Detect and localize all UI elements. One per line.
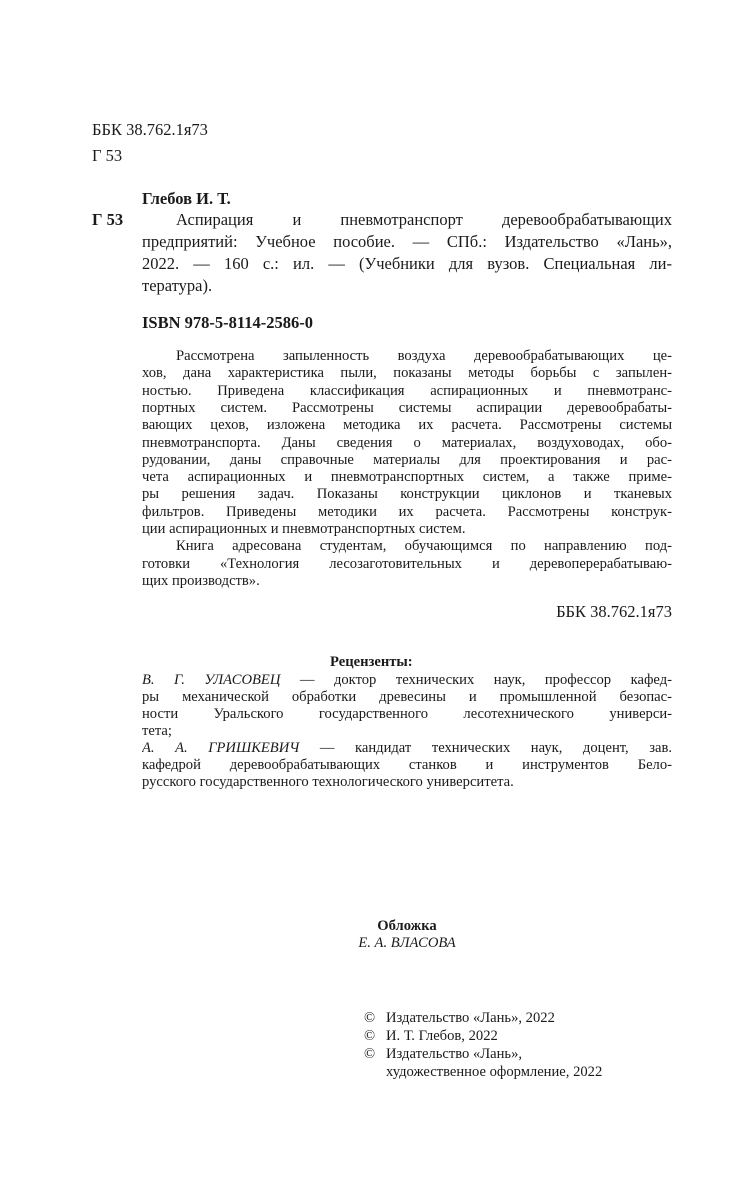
reviewer-1 [142,672,672,688]
abstract-line: щих производств». [142,572,260,589]
reviewer-2-line: кафедрой деревообрабатывающих станков и инструментов Бело- [142,757,672,773]
abstract-line: рудовании, даны справочные материалы для проектирования и рас- [142,451,672,468]
abstract-line: вающих цехов, изложена методика их расчета. Рассмотрены системы [142,417,672,434]
abstract-line: чета аспирационных и пневмотранспортных систем, а также приме- [142,469,672,486]
author-name: Глебов И. Т. [142,189,231,208]
copyright-icon: © [364,1046,376,1062]
reviewers-heading: Рецензенты: [330,654,413,670]
cover-artist: Е. А. ВЛАСОВА [358,935,456,951]
reviewer-1-name: В. Г. УЛАСОВЕЦ [142,672,281,688]
copyright-icon: © [364,1028,376,1044]
description-line: предприятий: Учебное пособие. — СПб.: Издательство «Лань», [142,232,672,251]
reviewer-1-line: ры механической обработки древесины и промышленной безопас- [142,689,672,705]
reviewer-1-line: тета; [142,723,172,739]
bbk-code: ББК 38.762.1я73 [92,120,208,139]
abstract-line: готовки «Технология лесозаготовительных и деревоперерабатываю- [142,555,672,572]
reviewer-2-text: — кандидат технических наук, доцент, зав. [299,740,672,756]
reviewer-1-line: ности Уральского государственного лесотехнического универси- [142,706,672,722]
bbk-bottom: ББК 38.762.1я73 [556,602,672,621]
copyright-line: Издательство «Лань», [386,1046,523,1062]
cover-heading: Обложка [377,918,437,934]
reviewer-2-name: А. А. ГРИШКЕВИЧ [142,740,300,756]
reviewer-2-line: русского государственного технологического университета. [142,774,514,790]
abstract-line: фильтров. Приведены методики их расчета. Рассмотрены конструк- [142,503,672,520]
abstract-line: пневмотранспорта. Даны сведения о материалах, воздуховодах, обо- [142,434,672,451]
description-line: тература). [142,276,213,295]
abstract-line: ции аспирационных и пневмотранспортных систем. [142,521,466,537]
abstract-line: портных систем. Рассмотрены системы аспирации деревообрабаты- [142,399,672,416]
abstract-line: ностью. Приведена классификация аспирационных и пневмотранс- [142,382,672,399]
description-line: Аспирация и пневмотранспорт деревообрабатывающих [176,210,672,229]
copyright-line: художественное оформление, 2022 [386,1064,603,1080]
copyright-icon: © [364,1010,376,1026]
copyright-line: И. Т. Глебов, 2022 [386,1028,498,1044]
record-mark: Г 53 [92,210,124,229]
isbn: ISBN 978-5-8114-2586-0 [142,313,313,332]
reviewer-1-text: — доктор технических наук, профессор кафед- [280,672,672,688]
description-line: 2022. — 160 с.: ил. — (Учебники для вузов. Специальная ли- [142,254,672,273]
abstract-line: ры решения задач. Показаны конструкции циклонов и тканевых [142,486,672,503]
abstract-line: Книга адресована студентам, обучающимся по направлению под- [176,538,672,555]
abstract-line: хов, дана характеристика пыли, показаны методы борьбы с запылен- [142,365,672,382]
author-mark: Г 53 [92,146,123,165]
copyright-line: Издательство «Лань», 2022 [386,1010,555,1026]
abstract-line: Рассмотрена запыленность воздуха деревообрабатывающих це- [176,348,672,364]
reviewer-2 [142,740,672,756]
